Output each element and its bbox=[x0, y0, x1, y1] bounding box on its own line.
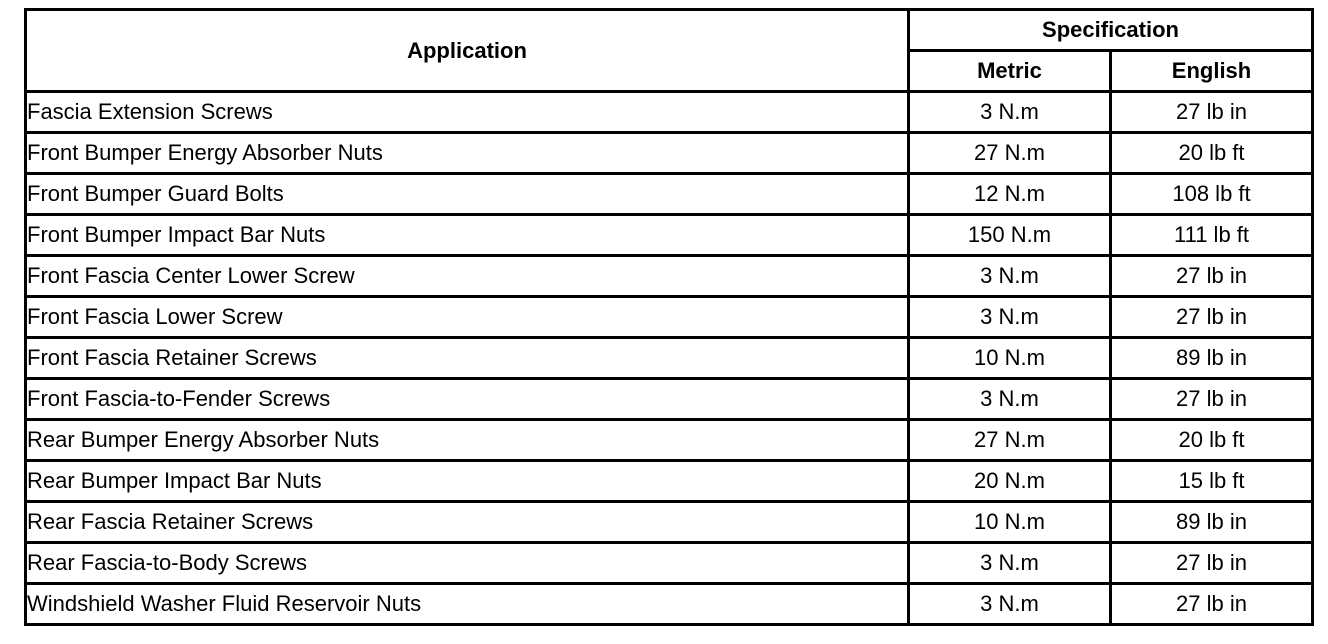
application-cell: Rear Bumper Energy Absorber Nuts bbox=[26, 420, 909, 461]
application-cell: Rear Bumper Impact Bar Nuts bbox=[26, 461, 909, 502]
metric-cell: 150 N.m bbox=[909, 215, 1111, 256]
table-row bbox=[26, 543, 1313, 584]
table-row bbox=[26, 338, 1313, 379]
fastener-torque-table bbox=[24, 8, 1314, 626]
english-cell: 27 lb in bbox=[1111, 584, 1313, 625]
table-row bbox=[26, 502, 1313, 543]
application-cell: Front Bumper Energy Absorber Nuts bbox=[26, 133, 909, 174]
metric-cell: 3 N.m bbox=[909, 297, 1111, 338]
table-row bbox=[26, 133, 1313, 174]
application-cell: Front Bumper Impact Bar Nuts bbox=[26, 215, 909, 256]
table-row bbox=[26, 215, 1313, 256]
header-application: Application bbox=[26, 10, 909, 92]
application-cell: Front Fascia Retainer Screws bbox=[26, 338, 909, 379]
english-cell: 27 lb in bbox=[1111, 256, 1313, 297]
metric-cell: 10 N.m bbox=[909, 338, 1111, 379]
header-specification: Specification bbox=[909, 10, 1313, 51]
english-cell: 108 lb ft bbox=[1111, 174, 1313, 215]
table-row bbox=[26, 297, 1313, 338]
header-english: English bbox=[1111, 51, 1313, 92]
metric-cell: 27 N.m bbox=[909, 133, 1111, 174]
table-row bbox=[26, 584, 1313, 625]
application-cell: Front Fascia Lower Screw bbox=[26, 297, 909, 338]
application-cell: Rear Fascia Retainer Screws bbox=[26, 502, 909, 543]
english-cell: 20 lb ft bbox=[1111, 133, 1313, 174]
header-metric: Metric bbox=[909, 51, 1111, 92]
header-row bbox=[26, 10, 1313, 51]
application-cell: Front Bumper Guard Bolts bbox=[26, 174, 909, 215]
table-row bbox=[26, 379, 1313, 420]
metric-cell: 12 N.m bbox=[909, 174, 1111, 215]
english-cell: 27 lb in bbox=[1111, 543, 1313, 584]
metric-cell: 27 N.m bbox=[909, 420, 1111, 461]
english-cell: 89 lb in bbox=[1111, 338, 1313, 379]
application-cell: Fascia Extension Screws bbox=[26, 92, 909, 133]
application-cell: Windshield Washer Fluid Reservoir Nuts bbox=[26, 584, 909, 625]
metric-cell: 20 N.m bbox=[909, 461, 1111, 502]
english-cell: 27 lb in bbox=[1111, 297, 1313, 338]
english-cell: 15 lb ft bbox=[1111, 461, 1313, 502]
english-cell: 27 lb in bbox=[1111, 379, 1313, 420]
table-row bbox=[26, 174, 1313, 215]
application-cell: Rear Fascia-to-Body Screws bbox=[26, 543, 909, 584]
metric-cell: 3 N.m bbox=[909, 543, 1111, 584]
metric-cell: 3 N.m bbox=[909, 92, 1111, 133]
application-cell: Front Fascia Center Lower Screw bbox=[26, 256, 909, 297]
metric-cell: 3 N.m bbox=[909, 584, 1111, 625]
english-cell: 27 lb in bbox=[1111, 92, 1313, 133]
table-row bbox=[26, 92, 1313, 133]
english-cell: 111 lb ft bbox=[1111, 215, 1313, 256]
english-cell: 20 lb ft bbox=[1111, 420, 1313, 461]
english-cell: 89 lb in bbox=[1111, 502, 1313, 543]
table-row bbox=[26, 256, 1313, 297]
metric-cell: 10 N.m bbox=[909, 502, 1111, 543]
table-row bbox=[26, 420, 1313, 461]
application-cell: Front Fascia-to-Fender Screws bbox=[26, 379, 909, 420]
metric-cell: 3 N.m bbox=[909, 256, 1111, 297]
metric-cell: 3 N.m bbox=[909, 379, 1111, 420]
table-row bbox=[26, 461, 1313, 502]
